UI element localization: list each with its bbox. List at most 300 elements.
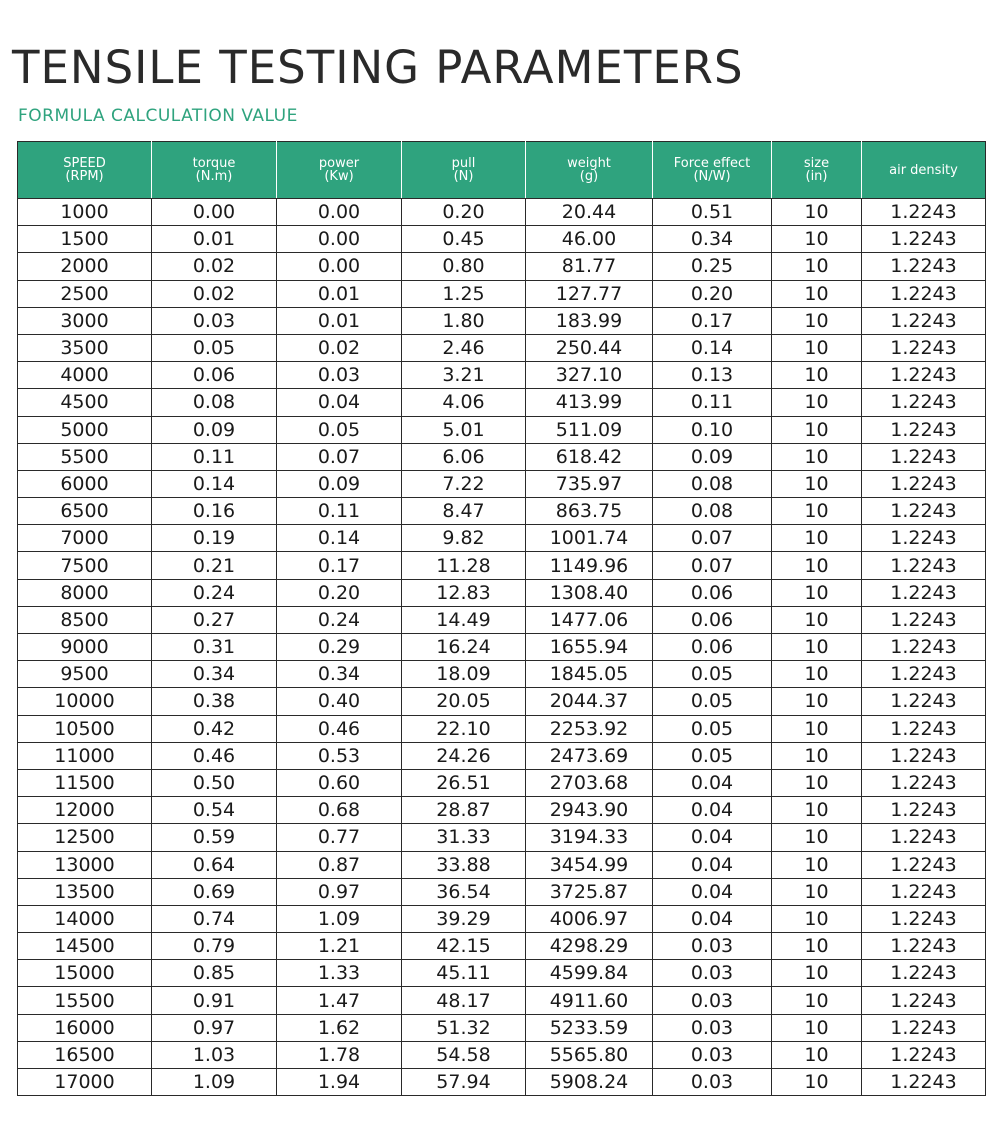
cell-pull: 31.33 bbox=[402, 824, 526, 851]
cell-air-density: 1.2243 bbox=[862, 905, 986, 932]
cell-power: 1.78 bbox=[277, 1041, 402, 1068]
cell-speed: 10000 bbox=[18, 688, 152, 715]
cell-air-density: 1.2243 bbox=[862, 1069, 986, 1096]
cell-force-effect: 0.03 bbox=[653, 1014, 772, 1041]
cell-pull: 54.58 bbox=[402, 1041, 526, 1068]
cell-force-effect: 0.25 bbox=[653, 253, 772, 280]
cell-weight: 1477.06 bbox=[526, 606, 653, 633]
cell-pull: 51.32 bbox=[402, 1014, 526, 1041]
cell-power: 0.07 bbox=[277, 443, 402, 470]
cell-weight: 183.99 bbox=[526, 307, 653, 334]
header-label: weight bbox=[567, 156, 611, 171]
cell-weight: 3194.33 bbox=[526, 824, 653, 851]
cell-pull: 14.49 bbox=[402, 606, 526, 633]
cell-pull: 12.83 bbox=[402, 579, 526, 606]
cell-pull: 0.80 bbox=[402, 253, 526, 280]
cell-air-density: 1.2243 bbox=[862, 199, 986, 226]
cell-speed: 11500 bbox=[18, 769, 152, 796]
cell-size: 10 bbox=[772, 334, 862, 361]
cell-air-density: 1.2243 bbox=[862, 824, 986, 851]
cell-weight: 2253.92 bbox=[526, 715, 653, 742]
cell-air-density: 1.2243 bbox=[862, 851, 986, 878]
cell-pull: 7.22 bbox=[402, 470, 526, 497]
cell-size: 10 bbox=[772, 1069, 862, 1096]
table-row bbox=[18, 797, 986, 824]
cell-torque: 0.14 bbox=[152, 470, 277, 497]
cell-speed: 9500 bbox=[18, 661, 152, 688]
cell-power: 0.11 bbox=[277, 498, 402, 525]
cell-weight: 1655.94 bbox=[526, 634, 653, 661]
header-pull bbox=[402, 142, 526, 199]
cell-torque: 0.59 bbox=[152, 824, 277, 851]
cell-size: 10 bbox=[772, 661, 862, 688]
table-row bbox=[18, 769, 986, 796]
cell-force-effect: 0.04 bbox=[653, 824, 772, 851]
header-speed bbox=[18, 142, 152, 199]
table-row bbox=[18, 334, 986, 361]
cell-force-effect: 0.03 bbox=[653, 1041, 772, 1068]
table-row bbox=[18, 307, 986, 334]
cell-size: 10 bbox=[772, 933, 862, 960]
cell-torque: 0.21 bbox=[152, 552, 277, 579]
cell-weight: 3454.99 bbox=[526, 851, 653, 878]
cell-torque: 0.42 bbox=[152, 715, 277, 742]
cell-speed: 3500 bbox=[18, 334, 152, 361]
cell-speed: 7000 bbox=[18, 525, 152, 552]
cell-speed: 1000 bbox=[18, 199, 152, 226]
cell-torque: 0.38 bbox=[152, 688, 277, 715]
cell-force-effect: 0.03 bbox=[653, 960, 772, 987]
cell-pull: 26.51 bbox=[402, 769, 526, 796]
cell-torque: 0.97 bbox=[152, 1014, 277, 1041]
table-row bbox=[18, 1014, 986, 1041]
cell-air-density: 1.2243 bbox=[862, 470, 986, 497]
cell-size: 10 bbox=[772, 634, 862, 661]
cell-pull: 28.87 bbox=[402, 797, 526, 824]
cell-power: 0.14 bbox=[277, 525, 402, 552]
cell-speed: 9000 bbox=[18, 634, 152, 661]
cell-torque: 0.06 bbox=[152, 362, 277, 389]
cell-size: 10 bbox=[772, 525, 862, 552]
table-row bbox=[18, 905, 986, 932]
cell-air-density: 1.2243 bbox=[862, 688, 986, 715]
cell-torque: 0.54 bbox=[152, 797, 277, 824]
cell-weight: 5565.80 bbox=[526, 1041, 653, 1068]
cell-torque: 0.01 bbox=[152, 226, 277, 253]
cell-speed: 16000 bbox=[18, 1014, 152, 1041]
cell-force-effect: 0.09 bbox=[653, 443, 772, 470]
header-unit: (N) bbox=[453, 169, 474, 184]
cell-pull: 20.05 bbox=[402, 688, 526, 715]
cell-force-effect: 0.05 bbox=[653, 742, 772, 769]
header-label: power bbox=[318, 156, 360, 171]
cell-force-effect: 0.05 bbox=[653, 688, 772, 715]
header-label: Force effect bbox=[673, 156, 751, 171]
cell-size: 10 bbox=[772, 307, 862, 334]
cell-size: 10 bbox=[772, 824, 862, 851]
cell-torque: 0.27 bbox=[152, 606, 277, 633]
cell-size: 10 bbox=[772, 688, 862, 715]
cell-speed: 11000 bbox=[18, 742, 152, 769]
cell-size: 10 bbox=[772, 579, 862, 606]
cell-weight: 2703.68 bbox=[526, 769, 653, 796]
cell-size: 10 bbox=[772, 498, 862, 525]
cell-power: 0.01 bbox=[277, 280, 402, 307]
cell-pull: 36.54 bbox=[402, 878, 526, 905]
cell-speed: 12000 bbox=[18, 797, 152, 824]
cell-air-density: 1.2243 bbox=[862, 742, 986, 769]
cell-air-density: 1.2243 bbox=[862, 416, 986, 443]
cell-air-density: 1.2243 bbox=[862, 552, 986, 579]
cell-power: 0.02 bbox=[277, 334, 402, 361]
cell-air-density: 1.2243 bbox=[862, 715, 986, 742]
cell-torque: 0.46 bbox=[152, 742, 277, 769]
cell-power: 1.62 bbox=[277, 1014, 402, 1041]
cell-air-density: 1.2243 bbox=[862, 1041, 986, 1068]
cell-pull: 48.17 bbox=[402, 987, 526, 1014]
cell-force-effect: 0.03 bbox=[653, 1069, 772, 1096]
cell-force-effect: 0.06 bbox=[653, 634, 772, 661]
table-row bbox=[18, 389, 986, 416]
cell-weight: 3725.87 bbox=[526, 878, 653, 905]
header-label: air density bbox=[889, 162, 958, 178]
cell-power: 0.87 bbox=[277, 851, 402, 878]
cell-speed: 4000 bbox=[18, 362, 152, 389]
cell-power: 0.53 bbox=[277, 742, 402, 769]
cell-air-density: 1.2243 bbox=[862, 933, 986, 960]
cell-power: 1.47 bbox=[277, 987, 402, 1014]
table-row bbox=[18, 498, 986, 525]
cell-weight: 127.77 bbox=[526, 280, 653, 307]
table-row bbox=[18, 525, 986, 552]
cell-air-density: 1.2243 bbox=[862, 226, 986, 253]
cell-size: 10 bbox=[772, 1014, 862, 1041]
cell-force-effect: 0.08 bbox=[653, 470, 772, 497]
cell-speed: 10500 bbox=[18, 715, 152, 742]
cell-power: 0.17 bbox=[277, 552, 402, 579]
cell-speed: 6000 bbox=[18, 470, 152, 497]
cell-pull: 11.28 bbox=[402, 552, 526, 579]
cell-size: 10 bbox=[772, 470, 862, 497]
header-power bbox=[277, 142, 402, 199]
cell-power: 1.94 bbox=[277, 1069, 402, 1096]
cell-power: 0.00 bbox=[277, 199, 402, 226]
cell-force-effect: 0.05 bbox=[653, 715, 772, 742]
cell-weight: 327.10 bbox=[526, 362, 653, 389]
table-row bbox=[18, 878, 986, 905]
table-row bbox=[18, 416, 986, 443]
cell-air-density: 1.2243 bbox=[862, 362, 986, 389]
cell-torque: 0.11 bbox=[152, 443, 277, 470]
cell-power: 0.00 bbox=[277, 226, 402, 253]
cell-torque: 0.69 bbox=[152, 878, 277, 905]
table-row bbox=[18, 634, 986, 661]
cell-torque: 0.08 bbox=[152, 389, 277, 416]
cell-weight: 618.42 bbox=[526, 443, 653, 470]
cell-power: 1.21 bbox=[277, 933, 402, 960]
cell-weight: 2943.90 bbox=[526, 797, 653, 824]
cell-speed: 13000 bbox=[18, 851, 152, 878]
table-row bbox=[18, 824, 986, 851]
cell-weight: 250.44 bbox=[526, 334, 653, 361]
cell-pull: 16.24 bbox=[402, 634, 526, 661]
parameters-table bbox=[17, 141, 986, 1096]
table-row bbox=[18, 253, 986, 280]
cell-air-density: 1.2243 bbox=[862, 443, 986, 470]
cell-torque: 0.02 bbox=[152, 253, 277, 280]
cell-speed: 1500 bbox=[18, 226, 152, 253]
cell-air-density: 1.2243 bbox=[862, 606, 986, 633]
header-unit: (N.m) bbox=[195, 169, 233, 184]
header-torque bbox=[152, 142, 277, 199]
cell-force-effect: 0.10 bbox=[653, 416, 772, 443]
cell-speed: 2000 bbox=[18, 253, 152, 280]
cell-pull: 18.09 bbox=[402, 661, 526, 688]
cell-force-effect: 0.07 bbox=[653, 552, 772, 579]
cell-air-density: 1.2243 bbox=[862, 253, 986, 280]
cell-force-effect: 0.04 bbox=[653, 905, 772, 932]
cell-force-effect: 0.04 bbox=[653, 851, 772, 878]
header-label: torque bbox=[192, 156, 236, 171]
cell-weight: 46.00 bbox=[526, 226, 653, 253]
table-row bbox=[18, 606, 986, 633]
cell-torque: 0.05 bbox=[152, 334, 277, 361]
header-label: SPEED bbox=[63, 156, 106, 171]
cell-air-density: 1.2243 bbox=[862, 634, 986, 661]
header-weight bbox=[526, 142, 653, 199]
cell-air-density: 1.2243 bbox=[862, 878, 986, 905]
header-air-density bbox=[862, 142, 986, 199]
table-row bbox=[18, 851, 986, 878]
cell-pull: 2.46 bbox=[402, 334, 526, 361]
cell-power: 0.03 bbox=[277, 362, 402, 389]
cell-speed: 3000 bbox=[18, 307, 152, 334]
cell-weight: 4599.84 bbox=[526, 960, 653, 987]
cell-force-effect: 0.06 bbox=[653, 606, 772, 633]
cell-air-density: 1.2243 bbox=[862, 579, 986, 606]
cell-torque: 0.24 bbox=[152, 579, 277, 606]
cell-power: 0.40 bbox=[277, 688, 402, 715]
table-row bbox=[18, 552, 986, 579]
cell-weight: 2044.37 bbox=[526, 688, 653, 715]
cell-size: 10 bbox=[772, 742, 862, 769]
cell-size: 10 bbox=[772, 362, 862, 389]
cell-pull: 0.20 bbox=[402, 199, 526, 226]
header-label: pull bbox=[451, 156, 476, 171]
cell-speed: 12500 bbox=[18, 824, 152, 851]
cell-torque: 0.64 bbox=[152, 851, 277, 878]
header-size bbox=[772, 142, 862, 199]
cell-pull: 9.82 bbox=[402, 525, 526, 552]
cell-force-effect: 0.13 bbox=[653, 362, 772, 389]
page-subtitle: FORMULA CALCULATION VALUE bbox=[18, 106, 298, 126]
cell-size: 10 bbox=[772, 1041, 862, 1068]
cell-power: 0.77 bbox=[277, 824, 402, 851]
cell-weight: 511.09 bbox=[526, 416, 653, 443]
cell-speed: 17000 bbox=[18, 1069, 152, 1096]
cell-weight: 4006.97 bbox=[526, 905, 653, 932]
table-row bbox=[18, 1041, 986, 1068]
cell-weight: 863.75 bbox=[526, 498, 653, 525]
table-body bbox=[18, 199, 986, 1096]
cell-force-effect: 0.17 bbox=[653, 307, 772, 334]
cell-torque: 0.85 bbox=[152, 960, 277, 987]
cell-weight: 20.44 bbox=[526, 199, 653, 226]
header-unit: (Kw) bbox=[324, 169, 354, 184]
cell-size: 10 bbox=[772, 552, 862, 579]
cell-size: 10 bbox=[772, 960, 862, 987]
cell-force-effect: 0.05 bbox=[653, 661, 772, 688]
cell-force-effect: 0.11 bbox=[653, 389, 772, 416]
cell-pull: 39.29 bbox=[402, 905, 526, 932]
cell-force-effect: 0.14 bbox=[653, 334, 772, 361]
cell-size: 10 bbox=[772, 606, 862, 633]
cell-speed: 5000 bbox=[18, 416, 152, 443]
cell-pull: 4.06 bbox=[402, 389, 526, 416]
header-unit: (N/W) bbox=[693, 169, 731, 184]
cell-power: 1.09 bbox=[277, 905, 402, 932]
cell-pull: 3.21 bbox=[402, 362, 526, 389]
cell-torque: 0.74 bbox=[152, 905, 277, 932]
cell-torque: 0.16 bbox=[152, 498, 277, 525]
header-unit: (in) bbox=[805, 169, 828, 184]
cell-air-density: 1.2243 bbox=[862, 389, 986, 416]
cell-weight: 1308.40 bbox=[526, 579, 653, 606]
cell-weight: 1149.96 bbox=[526, 552, 653, 579]
cell-speed: 16500 bbox=[18, 1041, 152, 1068]
cell-size: 10 bbox=[772, 797, 862, 824]
cell-torque: 0.91 bbox=[152, 987, 277, 1014]
cell-air-density: 1.2243 bbox=[862, 797, 986, 824]
cell-power: 0.09 bbox=[277, 470, 402, 497]
cell-size: 10 bbox=[772, 226, 862, 253]
cell-weight: 5908.24 bbox=[526, 1069, 653, 1096]
cell-force-effect: 0.20 bbox=[653, 280, 772, 307]
cell-pull: 1.80 bbox=[402, 307, 526, 334]
cell-power: 0.01 bbox=[277, 307, 402, 334]
cell-torque: 0.31 bbox=[152, 634, 277, 661]
cell-size: 10 bbox=[772, 389, 862, 416]
cell-size: 10 bbox=[772, 416, 862, 443]
cell-force-effect: 0.03 bbox=[653, 933, 772, 960]
cell-size: 10 bbox=[772, 199, 862, 226]
cell-force-effect: 0.04 bbox=[653, 797, 772, 824]
table-row bbox=[18, 362, 986, 389]
table-row bbox=[18, 280, 986, 307]
cell-pull: 57.94 bbox=[402, 1069, 526, 1096]
table-row bbox=[18, 742, 986, 769]
table-header-row bbox=[18, 142, 986, 199]
cell-weight: 4298.29 bbox=[526, 933, 653, 960]
table-row bbox=[18, 688, 986, 715]
cell-force-effect: 0.06 bbox=[653, 579, 772, 606]
cell-size: 10 bbox=[772, 769, 862, 796]
cell-size: 10 bbox=[772, 715, 862, 742]
cell-torque: 0.50 bbox=[152, 769, 277, 796]
header-force-effect bbox=[653, 142, 772, 199]
cell-torque: 0.00 bbox=[152, 199, 277, 226]
cell-pull: 6.06 bbox=[402, 443, 526, 470]
cell-speed: 8000 bbox=[18, 579, 152, 606]
cell-size: 10 bbox=[772, 280, 862, 307]
cell-speed: 15500 bbox=[18, 987, 152, 1014]
cell-torque: 0.79 bbox=[152, 933, 277, 960]
cell-pull: 8.47 bbox=[402, 498, 526, 525]
cell-power: 0.24 bbox=[277, 606, 402, 633]
cell-speed: 2500 bbox=[18, 280, 152, 307]
cell-power: 0.00 bbox=[277, 253, 402, 280]
header-label: size bbox=[803, 156, 830, 171]
table-row bbox=[18, 579, 986, 606]
cell-pull: 42.15 bbox=[402, 933, 526, 960]
cell-weight: 1001.74 bbox=[526, 525, 653, 552]
table-row bbox=[18, 226, 986, 253]
cell-weight: 5233.59 bbox=[526, 1014, 653, 1041]
cell-power: 0.46 bbox=[277, 715, 402, 742]
cell-power: 0.20 bbox=[277, 579, 402, 606]
cell-speed: 14500 bbox=[18, 933, 152, 960]
cell-pull: 24.26 bbox=[402, 742, 526, 769]
cell-speed: 8500 bbox=[18, 606, 152, 633]
cell-power: 0.34 bbox=[277, 661, 402, 688]
table-row bbox=[18, 199, 986, 226]
cell-speed: 5500 bbox=[18, 443, 152, 470]
cell-air-density: 1.2243 bbox=[862, 307, 986, 334]
cell-speed: 4500 bbox=[18, 389, 152, 416]
cell-air-density: 1.2243 bbox=[862, 661, 986, 688]
table-row bbox=[18, 1069, 986, 1096]
table-row bbox=[18, 443, 986, 470]
cell-air-density: 1.2243 bbox=[862, 498, 986, 525]
cell-air-density: 1.2243 bbox=[862, 525, 986, 552]
cell-weight: 4911.60 bbox=[526, 987, 653, 1014]
cell-size: 10 bbox=[772, 987, 862, 1014]
cell-power: 0.05 bbox=[277, 416, 402, 443]
table-row bbox=[18, 661, 986, 688]
cell-pull: 5.01 bbox=[402, 416, 526, 443]
cell-power: 0.04 bbox=[277, 389, 402, 416]
cell-power: 0.68 bbox=[277, 797, 402, 824]
cell-force-effect: 0.03 bbox=[653, 987, 772, 1014]
cell-power: 0.29 bbox=[277, 634, 402, 661]
cell-torque: 1.09 bbox=[152, 1069, 277, 1096]
cell-pull: 1.25 bbox=[402, 280, 526, 307]
cell-force-effect: 0.51 bbox=[653, 199, 772, 226]
cell-speed: 7500 bbox=[18, 552, 152, 579]
cell-air-density: 1.2243 bbox=[862, 280, 986, 307]
cell-weight: 81.77 bbox=[526, 253, 653, 280]
cell-pull: 45.11 bbox=[402, 960, 526, 987]
cell-speed: 15000 bbox=[18, 960, 152, 987]
cell-weight: 735.97 bbox=[526, 470, 653, 497]
cell-force-effect: 0.04 bbox=[653, 878, 772, 905]
cell-power: 1.33 bbox=[277, 960, 402, 987]
page-title: TENSILE TESTING PARAMETERS bbox=[12, 41, 744, 94]
cell-torque: 0.34 bbox=[152, 661, 277, 688]
table-row bbox=[18, 715, 986, 742]
header-unit: (RPM) bbox=[65, 169, 104, 184]
table-row bbox=[18, 470, 986, 497]
cell-speed: 14000 bbox=[18, 905, 152, 932]
cell-size: 10 bbox=[772, 878, 862, 905]
cell-torque: 0.03 bbox=[152, 307, 277, 334]
cell-size: 10 bbox=[772, 443, 862, 470]
cell-torque: 1.03 bbox=[152, 1041, 277, 1068]
cell-air-density: 1.2243 bbox=[862, 1014, 986, 1041]
cell-weight: 2473.69 bbox=[526, 742, 653, 769]
cell-size: 10 bbox=[772, 905, 862, 932]
cell-force-effect: 0.04 bbox=[653, 769, 772, 796]
